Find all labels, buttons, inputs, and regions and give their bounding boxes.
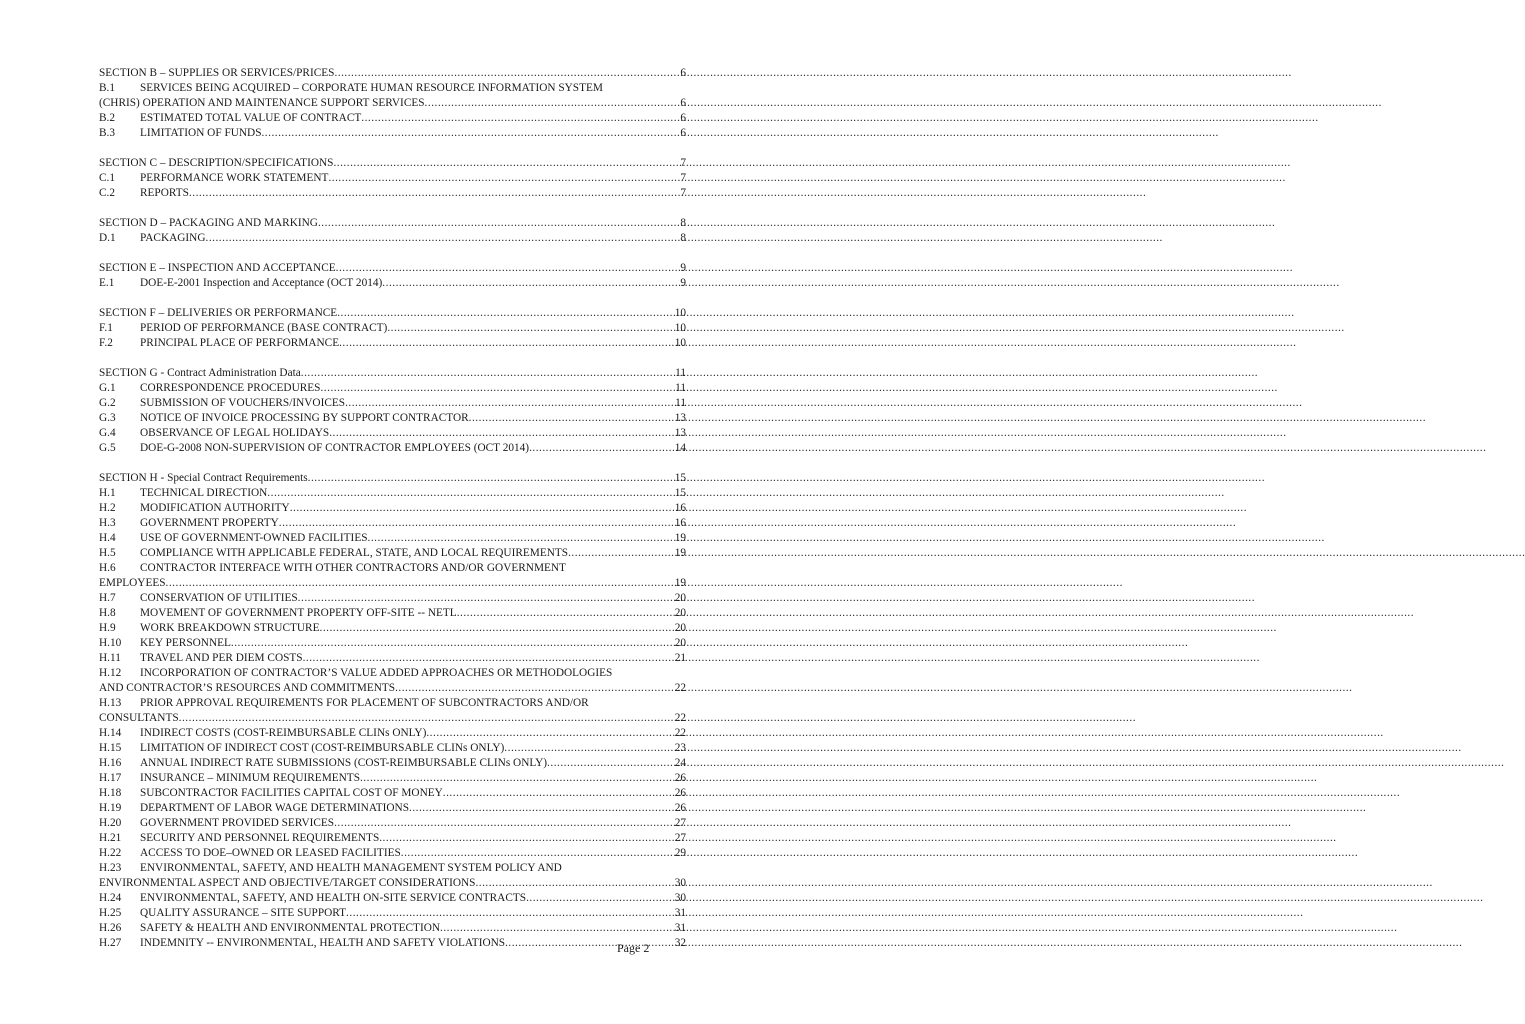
- toc-entry-first-line: [99, 696, 686, 711]
- entry-page: 19: [674, 577, 686, 589]
- toc-entry: [99, 816, 686, 831]
- entry-page: 20: [674, 592, 686, 604]
- toc-entry: [99, 276, 686, 291]
- entry-page: 9: [680, 277, 686, 289]
- entry-title: INDEMNITY -- ENVIRONMENTAL, HEALTH AND SAFETY VIOLATIONS: [140, 937, 506, 949]
- entry-page: 31: [674, 922, 686, 934]
- entry-number: H.7: [99, 592, 116, 604]
- toc-entry: [99, 741, 686, 756]
- toc-section: [99, 366, 686, 456]
- entry-number: H.9: [99, 622, 116, 634]
- entry-title: EMPLOYEES: [99, 577, 166, 589]
- dot-leader: [301, 366, 675, 381]
- entry-title: SECURITY AND PERSONNEL REQUIREMENTS: [140, 832, 380, 844]
- entry-page: 6: [680, 127, 686, 139]
- dot-leader: [329, 426, 675, 441]
- dot-leader: [339, 336, 675, 351]
- dot-leader: [395, 681, 675, 696]
- entry-title: CONSERVATION OF UTILITIES: [140, 592, 298, 604]
- entry-page: 6: [680, 67, 686, 79]
- toc-entry: [99, 726, 686, 741]
- toc-entry: [99, 801, 686, 816]
- toc-entry: [99, 591, 686, 606]
- entry-page: 32: [674, 937, 686, 949]
- toc-entry-continuation: [99, 711, 686, 726]
- entry-page: 19: [674, 532, 686, 544]
- entry-number: H.24: [99, 892, 122, 904]
- entry-number: H.27: [99, 937, 122, 949]
- toc-section: [99, 306, 686, 351]
- entry-number: H.12: [99, 667, 122, 679]
- dot-leader: [320, 381, 675, 396]
- entry-number: G.2: [99, 397, 116, 409]
- entry-page: 8: [680, 217, 686, 229]
- entry-page: 14: [674, 442, 686, 454]
- dot-leader: [382, 276, 680, 291]
- entry-number: H.22: [99, 847, 122, 859]
- entry-page: 13: [674, 427, 686, 439]
- entry-title: ENVIRONMENTAL, SAFETY, AND HEALTH ON-SITE SERVICE CONTRACTS: [140, 892, 527, 904]
- entry-number: H.20: [99, 817, 122, 829]
- toc-entry: [99, 531, 686, 546]
- entry-title: KEY PERSONNEL: [140, 637, 231, 649]
- dot-leader: [179, 711, 675, 726]
- entry-page: 9: [680, 262, 686, 274]
- dot-leader: [387, 321, 674, 336]
- entry-title: PACKAGING: [140, 232, 206, 244]
- toc-entry: [99, 636, 686, 651]
- entry-number: H.13: [99, 697, 122, 709]
- entry-number: H.6: [99, 562, 116, 574]
- entry-title: PERFORMANCE WORK STATEMENT: [140, 172, 329, 184]
- dot-leader: [379, 831, 674, 846]
- dot-leader: [547, 756, 675, 771]
- dot-leader: [345, 396, 675, 411]
- toc-entry: [99, 516, 686, 531]
- entry-number: H.17: [99, 772, 122, 784]
- entry-title: TECHNICAL DIRECTION: [140, 487, 268, 499]
- entry-number: H.8: [99, 607, 116, 619]
- entry-title: SECTION C – DESCRIPTION/SPECIFICATIONS: [99, 157, 334, 169]
- entry-page: 6: [680, 97, 686, 109]
- entry-title: SECTION E – INSPECTION AND ACCEPTANCE: [99, 262, 336, 274]
- entry-page: 7: [680, 157, 686, 169]
- toc-entry-first-line: [99, 861, 686, 876]
- entry-page: 13: [674, 412, 686, 424]
- entry-number: C.2: [99, 187, 116, 199]
- toc-entry: [99, 231, 686, 246]
- dot-leader: [568, 546, 675, 561]
- section-heading: [99, 261, 686, 276]
- entry-title: INSURANCE – MINIMUM REQUIREMENTS: [140, 772, 360, 784]
- entry-number: H.5: [99, 547, 116, 559]
- entry-title: NOTICE OF INVOICE PROCESSING BY SUPPORT CONTRACTOR: [140, 412, 469, 424]
- entry-number: E.1: [99, 277, 115, 289]
- entry-page: 6: [680, 112, 686, 124]
- entry-title: SECTION F – DELIVERIES OR PERFORMANCE: [99, 307, 338, 319]
- dot-leader: [303, 651, 675, 666]
- dot-leader: [443, 786, 675, 801]
- dot-leader: [346, 906, 675, 921]
- entry-number: G.3: [99, 412, 116, 424]
- entry-page: 27: [674, 832, 686, 844]
- entry-page: 15: [674, 487, 686, 499]
- toc-entry-continuation: [99, 96, 686, 111]
- entry-page: 27: [674, 817, 686, 829]
- entry-title: PERIOD OF PERFORMANCE (BASE CONTRACT): [140, 322, 388, 334]
- table-of-contents: [99, 66, 686, 951]
- entry-number: H.16: [99, 757, 122, 769]
- entry-title: SERVICES BEING ACQUIRED – CORPORATE HUMAN RESOURCE INFORMATION SYSTEM: [140, 82, 603, 94]
- dot-leader: [267, 486, 674, 501]
- entry-number: B.1: [99, 82, 116, 94]
- dot-leader: [290, 501, 675, 516]
- entry-page: 24: [674, 757, 686, 769]
- dot-leader: [337, 306, 675, 321]
- toc-entry: [99, 321, 686, 336]
- entry-title: DEPARTMENT OF LABOR WAGE DETERMINATIONS: [140, 802, 409, 814]
- toc-entry: [99, 186, 686, 201]
- entry-title: COMPLIANCE WITH APPLICABLE FEDERAL, STATE, AND LOCAL REQUIREMENTS: [140, 547, 569, 559]
- toc-entry: [99, 501, 686, 516]
- toc-entry: [99, 546, 686, 561]
- toc-section: [99, 66, 686, 141]
- entry-page: 11: [675, 382, 686, 394]
- entry-number: H.2: [99, 502, 116, 514]
- entry-title: DOE-G-2008 NON-SUPERVISION OF CONTRACTOR EMPLOYEES (OCT 2014): [140, 442, 530, 454]
- entry-title: SECTION H - Special Contract Requirements: [99, 472, 308, 484]
- entry-title: LIMITATION OF FUNDS: [140, 127, 262, 139]
- dot-leader: [401, 846, 675, 861]
- entry-page: 16: [674, 517, 686, 529]
- entry-number: H.15: [99, 742, 122, 754]
- dot-leader: [360, 771, 675, 786]
- entry-number: H.19: [99, 802, 122, 814]
- section-heading: [99, 66, 686, 81]
- dot-leader: [457, 606, 675, 621]
- entry-page: 23: [674, 742, 686, 754]
- toc-entry: [99, 336, 686, 351]
- entry-title: SECTION D – PACKAGING AND MARKING: [99, 217, 318, 229]
- section-heading: [99, 156, 686, 171]
- toc-section: [99, 156, 686, 201]
- section-heading: [99, 366, 686, 381]
- toc-entry-first-line: [99, 666, 686, 681]
- section-heading: [99, 471, 686, 486]
- entry-number: F.1: [99, 322, 113, 334]
- entry-title: CONSULTANTS: [99, 712, 179, 724]
- entry-title: LIMITATION OF INDIRECT COST (COST-REIMBURSABLE CLINs ONLY): [140, 742, 505, 754]
- entry-title: ENVIRONMENTAL, SAFETY, AND HEALTH MANAGEMENT SYSTEM POLICY AND: [140, 862, 562, 874]
- entry-number: H.25: [99, 907, 122, 919]
- dot-leader: [206, 231, 681, 246]
- entry-page: 26: [674, 787, 686, 799]
- toc-entry: [99, 906, 686, 921]
- entry-title: DOE-E-2001 Inspection and Acceptance (OCT 2014): [140, 277, 383, 289]
- toc-entry-first-line: [99, 561, 686, 576]
- entry-page: 10: [674, 322, 686, 334]
- toc-entry: [99, 171, 686, 186]
- entry-title: SECTION B – SUPPLIES OR SERVICES/PRICES: [99, 67, 335, 79]
- entry-title: REPORTS: [140, 187, 189, 199]
- dot-leader: [361, 111, 680, 126]
- dot-leader: [318, 216, 680, 231]
- entry-number: H.1: [99, 487, 116, 499]
- toc-entry: [99, 786, 686, 801]
- dot-leader: [440, 921, 675, 936]
- entry-title: ANNUAL INDIRECT RATE SUBMISSIONS (COST-REIMBURSABLE CLINs ONLY): [140, 757, 548, 769]
- toc-entry: [99, 756, 686, 771]
- entry-title: INCORPORATION OF CONTRACTOR’S VALUE ADDED APPROACHES OR METHODOLOGIES: [140, 667, 613, 679]
- entry-number: H.10: [99, 637, 122, 649]
- toc-entry: [99, 396, 686, 411]
- entry-title: OBSERVANCE OF LEGAL HOLIDAYS: [140, 427, 330, 439]
- entry-number: H.11: [99, 652, 121, 664]
- toc-entry: [99, 411, 686, 426]
- dot-leader: [529, 441, 675, 456]
- entry-page: 21: [674, 652, 686, 664]
- toc-section: [99, 216, 686, 246]
- entry-page: 11: [675, 367, 686, 379]
- dot-leader: [504, 741, 674, 756]
- entry-page: 10: [674, 307, 686, 319]
- dot-leader: [426, 726, 674, 741]
- entry-page: 20: [674, 607, 686, 619]
- entry-title: PRIOR APPROVAL REQUIREMENTS FOR PLACEMENT OF SUBCONTRACTORS AND/OR: [140, 697, 589, 709]
- entry-title: GOVERNMENT PROVIDED SERVICES: [140, 817, 335, 829]
- dot-leader: [166, 576, 675, 591]
- dot-leader: [333, 156, 680, 171]
- toc-entry: [99, 126, 686, 141]
- toc-entry: [99, 831, 686, 846]
- dot-leader: [328, 171, 680, 186]
- dot-leader: [336, 261, 681, 276]
- entry-page: 20: [674, 637, 686, 649]
- dot-leader: [409, 801, 675, 816]
- toc-entry: [99, 651, 686, 666]
- entry-number: H.14: [99, 727, 122, 739]
- entry-page: 22: [674, 682, 686, 694]
- entry-title: WORK BREAKDOWN STRUCTURE: [140, 622, 320, 634]
- dot-leader: [334, 66, 680, 81]
- dot-leader: [368, 531, 675, 546]
- entry-number: G.1: [99, 382, 116, 394]
- entry-title: SUBMISSION OF VOUCHERS/INVOICES: [140, 397, 346, 409]
- toc-entry: [99, 846, 686, 861]
- toc-entry: [99, 936, 686, 951]
- entry-title: ESTIMATED TOTAL VALUE OF CONTRACT: [140, 112, 362, 124]
- entry-page: 16: [674, 502, 686, 514]
- entry-page: 10: [674, 337, 686, 349]
- entry-page: 29: [674, 847, 686, 859]
- toc-entry-first-line: [99, 81, 686, 96]
- entry-title: QUALITY ASSURANCE – SITE SUPPORT: [140, 907, 347, 919]
- entry-title: CORRESPONDENCE PROCEDURES: [140, 382, 321, 394]
- entry-title: MODIFICATION AUTHORITY: [140, 502, 290, 514]
- entry-number: B.2: [99, 112, 116, 124]
- toc-entry: [99, 381, 686, 396]
- toc-section: [99, 261, 686, 291]
- toc-section: [99, 471, 686, 951]
- entry-number: C.1: [99, 172, 116, 184]
- entry-page: 30: [674, 877, 686, 889]
- dot-leader: [320, 621, 675, 636]
- entry-page: 7: [680, 187, 686, 199]
- entry-title: SUBCONTRACTOR FACILITIES CAPITAL COST OF MONEY: [140, 787, 443, 799]
- toc-entry: [99, 111, 686, 126]
- toc-entry-continuation: [99, 681, 686, 696]
- entry-title: AND CONTRACTOR’S RESOURCES AND COMMITMENTS: [99, 682, 396, 694]
- entry-title: INDIRECT COSTS (COST-REIMBURSABLE CLINs ONLY): [140, 727, 427, 739]
- entry-number: H.26: [99, 922, 122, 934]
- entry-title: ACCESS TO DOE–OWNED OR LEASED FACILITIES: [140, 847, 401, 859]
- toc-entry: [99, 441, 686, 456]
- entry-number: D.1: [99, 232, 116, 244]
- dot-leader: [189, 186, 680, 201]
- dot-leader: [425, 96, 681, 111]
- entry-title: CONTRACTOR INTERFACE WITH OTHER CONTRACTORS AND/OR GOVERNMENT: [140, 562, 566, 574]
- toc-entry: [99, 621, 686, 636]
- entry-page: 26: [674, 802, 686, 814]
- entry-page: 7: [680, 172, 686, 184]
- entry-title: SECTION G - Contract Administration Data: [99, 367, 301, 379]
- toc-entry: [99, 426, 686, 441]
- toc-entry: [99, 771, 686, 786]
- entry-page: 19: [674, 547, 686, 559]
- section-heading: [99, 306, 686, 321]
- entry-page: 22: [674, 727, 686, 739]
- entry-number: H.18: [99, 787, 122, 799]
- dot-leader: [261, 126, 680, 141]
- entry-page: 11: [675, 397, 686, 409]
- entry-page: 15: [674, 472, 686, 484]
- dot-leader: [526, 891, 675, 906]
- entry-number: G.4: [99, 427, 116, 439]
- toc-entry: [99, 921, 686, 936]
- toc-entry: [99, 891, 686, 906]
- toc-entry-continuation: [99, 576, 686, 591]
- entry-title: (CHRIS) OPERATION AND MAINTENANCE SUPPORT SERVICES: [99, 97, 425, 109]
- entry-number: F.2: [99, 337, 113, 349]
- dot-leader: [469, 411, 675, 426]
- entry-title: SAFETY & HEALTH AND ENVIRONMENTAL PROTECTION: [140, 922, 441, 934]
- entry-page: 31: [674, 907, 686, 919]
- dot-leader: [334, 816, 675, 831]
- entry-title: TRAVEL AND PER DIEM COSTS: [140, 652, 303, 664]
- entry-number: G.5: [99, 442, 116, 454]
- entry-page: 30: [674, 892, 686, 904]
- entry-title: GOVERNMENT PROPERTY: [140, 517, 279, 529]
- page-number: Page 2: [617, 941, 650, 955]
- section-heading: [99, 216, 686, 231]
- entry-number: H.4: [99, 532, 116, 544]
- entry-page: 8: [680, 232, 686, 244]
- toc-entry: [99, 606, 686, 621]
- dot-leader: [298, 591, 675, 606]
- entry-number: B.3: [99, 127, 116, 139]
- dot-leader: [308, 471, 675, 486]
- toc-entry: [99, 486, 686, 501]
- entry-page: 26: [674, 772, 686, 784]
- entry-title: PRINCIPAL PLACE OF PERFORMANCE: [140, 337, 340, 349]
- entry-title: USE OF GOVERNMENT-OWNED FACILITIES: [140, 532, 368, 544]
- entry-number: H.21: [99, 832, 122, 844]
- entry-page: 20: [674, 622, 686, 634]
- entry-page: 22: [674, 712, 686, 724]
- entry-title: MOVEMENT OF GOVERNMENT PROPERTY OFF-SITE -- NETL: [140, 607, 457, 619]
- toc-entry-continuation: [99, 876, 686, 891]
- entry-number: H.23: [99, 862, 122, 874]
- dot-leader: [475, 876, 674, 891]
- entry-title: ENVIRONMENTAL ASPECT AND OBJECTIVE/TARGET CONSIDERATIONS: [99, 877, 476, 889]
- entry-number: H.3: [99, 517, 116, 529]
- dot-leader: [279, 516, 675, 531]
- dot-leader: [231, 636, 675, 651]
